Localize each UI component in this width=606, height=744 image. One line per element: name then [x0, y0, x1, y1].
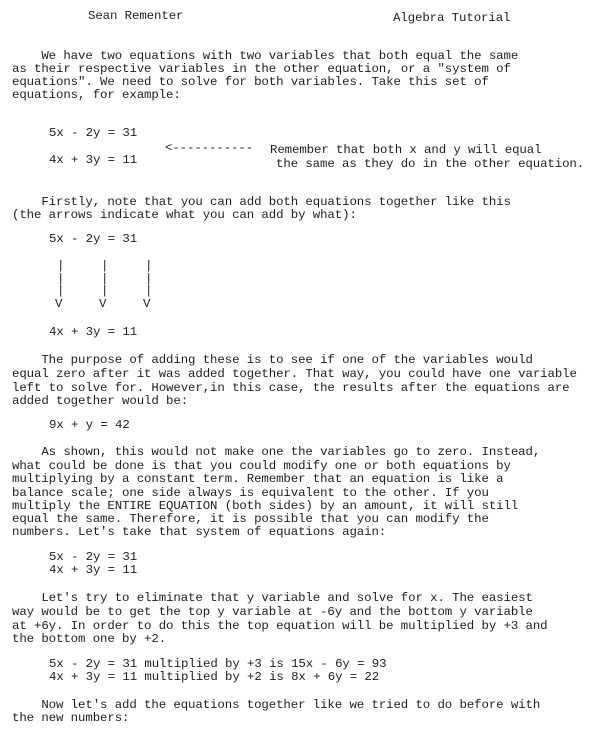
example-1-note-line-2: the same as they do in the other equation.	[276, 157, 585, 171]
paragraph-4-line-7: numbers. Let's take that system of equations again:	[12, 525, 387, 539]
example-4-equation-2: 4x + 3y = 11 multiplied by +2 is 8x + 6y = 22	[49, 670, 380, 684]
paragraph-5-line-1: Let's try to eliminate that y variable and solve for x. The easiest	[12, 591, 533, 605]
example-2-arrow-bars-1: | | |	[57, 259, 153, 273]
paragraph-3-line-3: left to solve for. However,in this case, the results after the equations are	[12, 381, 570, 395]
example-3-equation-1: 5x - 2y = 31	[49, 550, 138, 564]
example-3-equation-2: 4x + 3y = 11	[49, 563, 138, 577]
paragraph-4-line-2: what could be done is that you could modify one or both equations by	[12, 459, 511, 473]
example-1-equation-1: 5x - 2y = 31	[49, 126, 138, 140]
example-1-equation-2: 4x + 3y = 11	[49, 153, 138, 167]
paragraph-2-line-1: Firstly, note that you can add both equations together like this	[12, 195, 511, 209]
paragraph-5-line-3: at +6y. In order to do this the top equation will be multiplied by +3 and	[12, 619, 548, 633]
example-2-equation-1: 5x - 2y = 31	[49, 232, 138, 246]
paragraph-5-line-4: the bottom one by +2.	[12, 632, 167, 646]
paragraph-6-line-1: Now let's add the equations together like we tried to do before with	[12, 698, 541, 712]
example-4-equation-1: 5x - 2y = 31 multiplied by +3 is 15x - 6y = 93	[49, 657, 387, 671]
paragraph-4-line-4: balance scale; one side always is equivalent to the other. If you	[12, 486, 489, 500]
paragraph-1-line-1: We have two equations with two variables that both equal the same	[12, 49, 519, 63]
example-2-equation-2: 4x + 3y = 11	[49, 325, 138, 339]
paragraph-4-line-6: equal the same. Therefore, it is possible that you can modify the	[12, 512, 489, 526]
sum-equation: 9x + y = 42	[49, 418, 130, 432]
paragraph-3-line-4: added together would be:	[12, 394, 189, 408]
document-title: Algebra Tutorial	[393, 11, 511, 25]
paragraph-2-line-2: (the arrows indicate what you can add by what):	[12, 208, 357, 222]
paragraph-3-line-1: The purpose of adding these is to see if one of the variables would	[12, 353, 533, 367]
paragraph-4-line-5: multiply the ENTIRE EQUATION (both sides) by an amount, it will still	[12, 499, 519, 513]
paragraph-6-line-2: the new numbers:	[12, 711, 130, 725]
paragraph-4-line-3: multiplying by a constant term. Remember that an equation is like a	[12, 472, 504, 486]
paragraph-1-line-2: as their respective variables in the other equation, or a "system of	[12, 62, 511, 76]
paragraph-1-line-3: equations". We need to solve for both variables. Take this set of	[12, 75, 489, 89]
author-name: Sean Rementer	[88, 9, 184, 23]
paragraph-1-line-4: equations, for example:	[12, 88, 181, 102]
example-2-arrow-bars-3: | | |	[57, 284, 153, 298]
paragraph-3-line-2: equal zero after it was added together. That way, you could have one variable	[12, 367, 577, 381]
example-1-note-line-1: Remember that both x and y will equal	[270, 143, 542, 157]
example-2-arrow-heads: V V V	[55, 297, 151, 311]
example-1-arrow: <-----------	[165, 141, 254, 155]
paragraph-5-line-2: way would be to get the top y variable at -6y and the bottom y variable	[12, 605, 533, 619]
paragraph-4-line-1: As shown, this would not make one the variables go to zero. Instead,	[12, 445, 541, 459]
example-2-arrow-bars-2: | | |	[57, 272, 153, 286]
